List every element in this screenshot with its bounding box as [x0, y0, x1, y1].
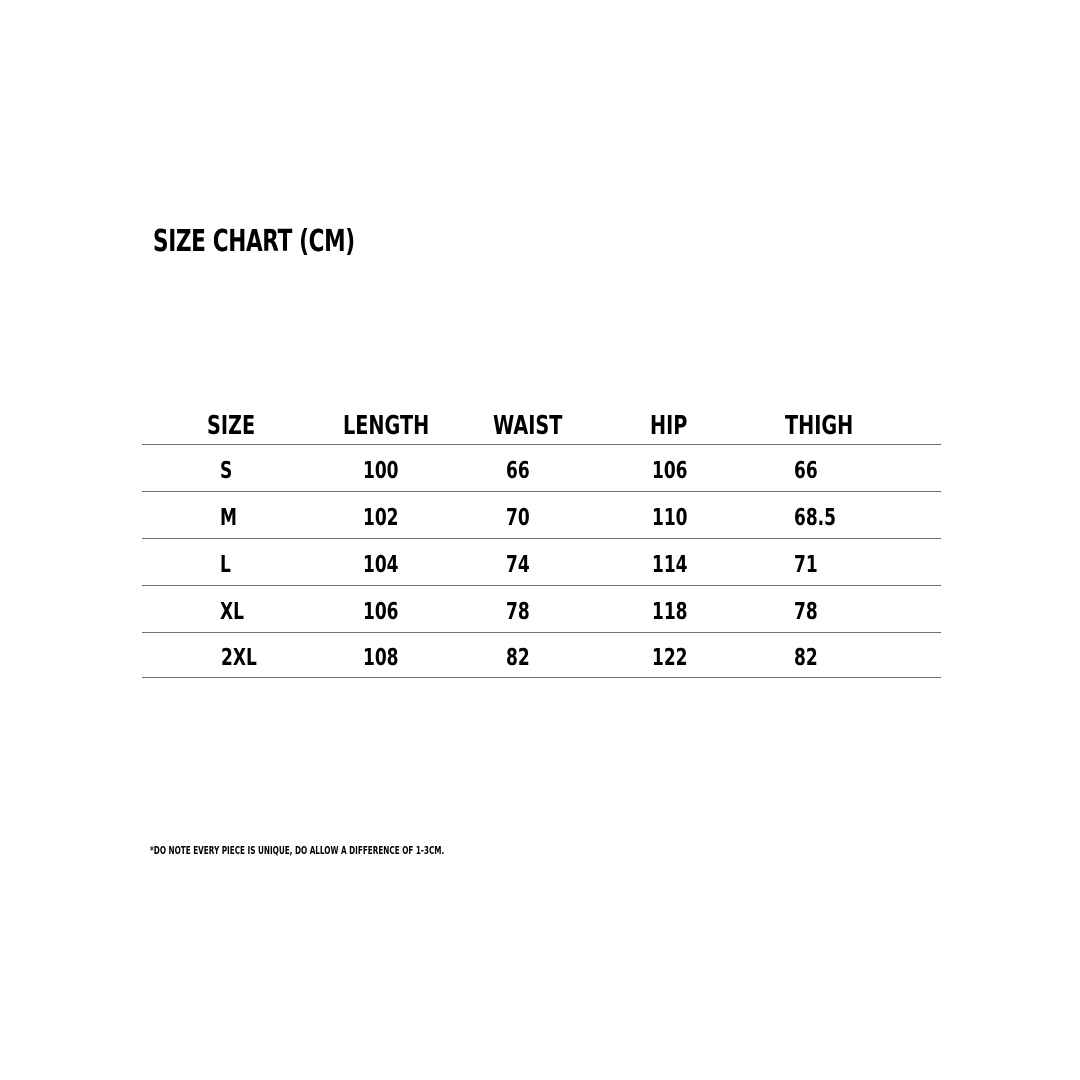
table-row	[142, 539, 941, 586]
cell-hip	[652, 445, 700, 491]
size-chart-table	[142, 404, 941, 678]
cell-length-value: 104	[363, 552, 399, 578]
header-thigh	[785, 404, 877, 444]
cell-length	[363, 492, 411, 538]
cell-hip-value: 110	[652, 505, 688, 531]
cell-length-value: 102	[363, 505, 399, 531]
cell-size-value: S	[220, 458, 233, 484]
cell-length-value: 100	[363, 458, 399, 484]
cell-length	[363, 539, 411, 585]
table-row	[142, 445, 941, 492]
cell-thigh	[794, 445, 826, 491]
cell-hip	[652, 492, 700, 538]
cell-hip	[652, 586, 700, 632]
cell-size	[220, 445, 237, 491]
cell-thigh-value: 82	[794, 645, 818, 671]
table-row	[142, 633, 941, 678]
cell-length	[363, 445, 411, 491]
cell-size	[220, 492, 243, 538]
cell-thigh	[794, 586, 826, 632]
cell-waist-value: 66	[506, 458, 530, 484]
cell-thigh	[794, 539, 826, 585]
header-size	[207, 404, 272, 444]
cell-length-value: 108	[363, 645, 399, 671]
cell-waist	[506, 539, 538, 585]
cell-thigh-value: 78	[794, 599, 818, 625]
header-length-label: LENGTH	[343, 411, 430, 441]
cell-size	[220, 586, 252, 632]
cell-waist	[506, 633, 538, 677]
measurement-note: *DO NOTE EVERY PIECE IS UNIQUE, DO ALLOW A DIFFERENCE OF 1-3CM.	[150, 844, 445, 857]
cell-size-value: 2XL	[221, 645, 257, 671]
cell-size	[220, 539, 235, 585]
header-hip-label: HIP	[650, 411, 688, 441]
cell-hip	[652, 539, 700, 585]
cell-length	[363, 586, 411, 632]
table-header-row	[142, 404, 941, 445]
cell-size	[221, 633, 269, 677]
table-row	[142, 586, 941, 633]
cell-waist	[506, 586, 538, 632]
cell-thigh	[794, 633, 826, 677]
header-size-label: SIZE	[207, 411, 256, 441]
cell-waist-value: 70	[506, 505, 530, 531]
cell-hip-value: 118	[652, 599, 688, 625]
header-length	[343, 404, 459, 444]
header-hip	[650, 404, 701, 444]
header-thigh-label: THIGH	[785, 411, 854, 441]
cell-waist-value: 78	[506, 599, 530, 625]
cell-hip	[652, 633, 700, 677]
cell-size-value: L	[220, 552, 231, 578]
header-waist	[493, 404, 587, 444]
cell-waist	[506, 445, 538, 491]
cell-hip-value: 122	[652, 645, 688, 671]
cell-waist-value: 82	[506, 645, 530, 671]
cell-length-value: 106	[363, 599, 399, 625]
cell-hip-value: 114	[652, 552, 688, 578]
cell-size-value: M	[220, 505, 237, 531]
cell-length	[363, 633, 411, 677]
cell-waist	[506, 492, 538, 538]
cell-thigh-value: 66	[794, 458, 818, 484]
cell-thigh	[794, 492, 851, 538]
cell-hip-value: 106	[652, 458, 688, 484]
header-waist-label: WAIST	[493, 411, 563, 441]
page-title: SIZE CHART (CM)	[153, 224, 355, 259]
table-row	[142, 492, 941, 539]
cell-thigh-value: 71	[794, 552, 818, 578]
cell-waist-value: 74	[506, 552, 530, 578]
cell-thigh-value: 68.5	[794, 505, 836, 531]
cell-size-value: XL	[220, 599, 244, 625]
